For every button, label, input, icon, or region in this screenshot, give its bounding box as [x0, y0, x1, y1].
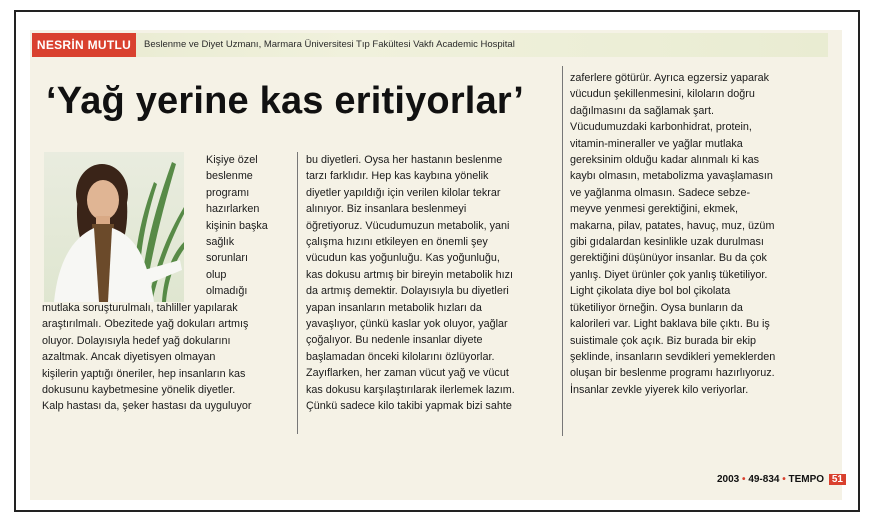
page-footer	[717, 474, 846, 485]
text-line: kaybı olmasın, metabolizma yavaşlamasın	[570, 170, 773, 183]
text-line: dağılmasını da sağlamak şart.	[570, 104, 715, 117]
text-line: başlamadan önceki kilolarını özlüyorlar.	[306, 350, 495, 363]
footer-issue: 49-834	[748, 474, 780, 485]
author-photo	[44, 152, 184, 302]
text-line: olup	[206, 268, 227, 281]
text-line: bu diyetleri. Oysa her hastanın beslenme	[306, 154, 503, 166]
footer-separator: •	[782, 474, 786, 485]
text-line: Vücudumuzdaki karbonhidrat, protein,	[570, 121, 752, 134]
text-line: sorunları	[206, 252, 249, 265]
text-line: ve yağlanma olmasın. Sadece sebze-	[570, 186, 751, 199]
text-line: yapan insanların metabolik hızları da	[306, 301, 482, 314]
text-line: gereksinim olduğu kadar alınmalı ki kas	[570, 154, 760, 167]
text-line: Çünkü sadece kilo takibi yapmak bizi sahte	[306, 400, 512, 413]
footer-year: 2003	[716, 474, 740, 485]
text-line: olmadığı	[206, 285, 248, 298]
text-line: Kalp hastası da, şeker hastası da uyguluyor	[42, 400, 252, 413]
text-line: tüketiliyor örneğin. Oysa bunların da	[570, 301, 743, 314]
text-line: oluyor. Dolayısıyla hedef yağ dokularını	[42, 334, 231, 347]
text-line: yavaşlıyor, çünkü kaslar yok oluyor, yağlar	[306, 318, 508, 331]
text-line: azaltmak. Ancak diyetisyen olmayan	[42, 351, 216, 364]
text-line: suistimale çok açık. Biz burada bir ekip	[570, 334, 757, 347]
footer-separator: •	[742, 474, 746, 485]
text-line: kişinin başka	[206, 219, 268, 232]
text-line: kalorileri var. Light baklava bile çıktı. Bu iş	[570, 318, 770, 331]
text-line: oluşan bir beslenme programı hazırlıyoruz.	[570, 367, 775, 380]
article-headline: ‘Yağ yerine kas eritiyorlar’	[46, 80, 525, 122]
text-line: Kişiye özel	[206, 154, 258, 166]
text-line: Light çikolata diye bol bol çikolata	[570, 285, 731, 298]
text-line: vücudun kas yoğunluğu. Kas yoğunluğu,	[306, 252, 500, 265]
text-line: dokusunu kaybetmesine yönelik diyetler.	[42, 384, 236, 397]
text-line: kas dokusu karşılaştırılarak ilerlemek lazım.	[306, 383, 515, 396]
text-line: alınıyor. Biz insanlara beslenmeyi	[306, 203, 467, 216]
text-line: vücudun şekillenmesini, kiloların doğru	[570, 88, 755, 101]
article-column-3	[570, 70, 775, 398]
author-role: Beslenme ve Diyet Uzmanı, Marmara Üniversitesi Tıp Fakültesi Vakfı Academic Hospital	[144, 39, 515, 50]
text-line: programı	[206, 186, 250, 199]
text-line: diyetler yapıldığı için verilen kilolar tekrar	[306, 186, 501, 199]
footer-page-number: 51	[829, 474, 846, 485]
text-line: zaferlere götürür. Ayrıca egzersiz yaparak	[570, 72, 770, 84]
text-line: şeklinde, insanların sevdikleri yemeklerden	[570, 350, 776, 363]
text-line: çoğalıyor. Bu nedenle insanlar diyete	[306, 334, 483, 347]
author-name: NESRİN MUTLU	[32, 33, 136, 57]
article-column-1-intro	[206, 152, 268, 300]
text-line: öğretiyoruz. Vücudumuzun metabolik, yani	[306, 219, 510, 232]
text-line: meyve yenmesi gerektiğini, ekmek,	[570, 203, 739, 216]
text-line: yanlış. Diyet ürünler çok yanlış tüketiliyor.	[570, 268, 768, 281]
text-line: gibi gıdalardan kesinlikle uzak durulması	[570, 236, 764, 249]
column-divider	[297, 152, 298, 434]
text-line: makarna, pilav, patates, havuç, muz, üzüm	[570, 219, 775, 232]
column-divider	[562, 66, 563, 436]
text-line: araştırılmalı. Obezitede yağ dokuları artmış	[42, 318, 249, 331]
text-line: kas dokusu artmış bir bireyin metabolik hızı	[306, 268, 514, 281]
text-line: beslenme	[206, 170, 253, 183]
text-line: hazırlarken	[206, 203, 260, 216]
article-column-1-body	[42, 300, 251, 415]
text-line: vitamin-mineraller ve yağlar mutlaka	[570, 137, 743, 150]
text-line: İnsanlar zevkle yiyerek kilo veriyorlar.	[570, 383, 749, 396]
text-line: sağlık	[206, 236, 235, 249]
article-column-2	[306, 152, 515, 415]
text-line: tarzı farklıdır. Hep kas kaybına yönelik	[306, 170, 489, 183]
text-line: da artmış demektir. Dolayısıyla bu diyetleri	[306, 285, 509, 298]
text-line: gerektiğini düşünüyor insanlar. Bu da çok	[570, 252, 767, 265]
text-line: Zayıflarken, her zaman vücut yağ ve vücut	[306, 367, 509, 380]
text-line: mutlaka soruşturulmalı, tahliller yapılarak	[42, 302, 238, 314]
text-line: çalışma hızını etkileyen en önemli şey	[306, 236, 488, 249]
text-line: kişilerin yaptığı öneriler, hep insanların kas	[42, 367, 246, 380]
footer-magazine: TEMPO	[788, 474, 825, 485]
